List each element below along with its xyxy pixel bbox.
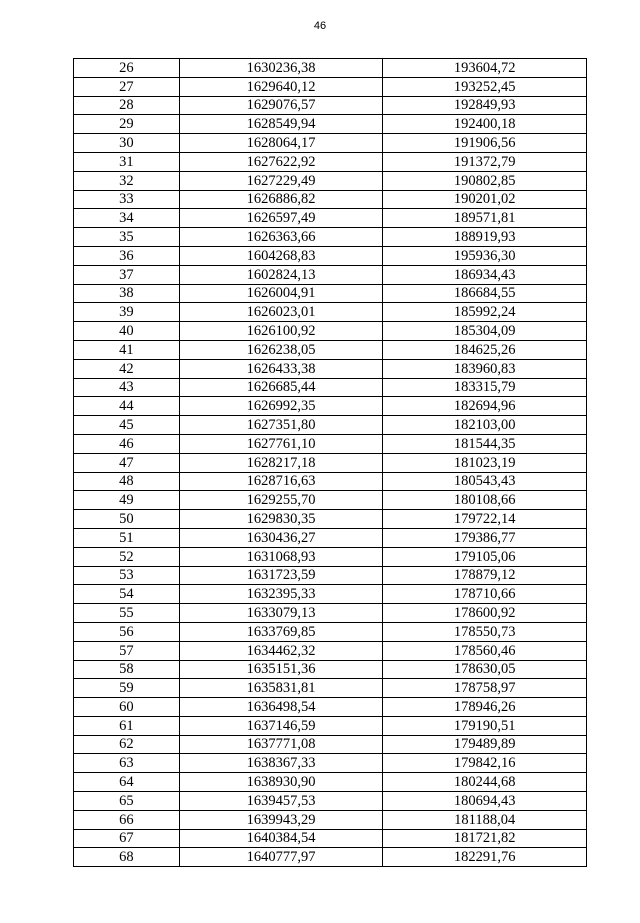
x-coordinate-cell: 1629076,57 [179,96,383,115]
x-coordinate-cell: 1602824,13 [179,265,383,284]
y-coordinate-cell: 179722,14 [383,510,587,529]
y-coordinate-cell: 178560,46 [383,641,587,660]
table-row [74,716,587,735]
x-coordinate-cell: 1626992,35 [179,397,383,416]
point-number-cell: 38 [74,284,180,303]
point-number-cell: 34 [74,209,180,228]
table-row [74,547,587,566]
x-coordinate-cell: 1633079,13 [179,604,383,623]
y-coordinate-cell: 180108,66 [383,491,587,510]
table-row [74,378,587,397]
x-coordinate-cell: 1627229,49 [179,171,383,190]
x-coordinate-cell: 1631723,59 [179,566,383,585]
point-number-cell: 65 [74,792,180,811]
x-coordinate-cell: 1629830,35 [179,510,383,529]
table-row [74,115,587,134]
point-number-cell: 57 [74,641,180,660]
table-row [74,397,587,416]
table-row [74,303,587,322]
y-coordinate-cell: 178879,12 [383,566,587,585]
y-coordinate-cell: 181188,04 [383,810,587,829]
coordinates-table-body [74,59,587,867]
y-coordinate-cell: 188919,93 [383,228,587,247]
y-coordinate-cell: 186684,55 [383,284,587,303]
y-coordinate-cell: 179190,51 [383,716,587,735]
point-number-cell: 26 [74,59,180,78]
y-coordinate-cell: 192400,18 [383,115,587,134]
y-coordinate-cell: 183960,83 [383,359,587,378]
table-row [74,359,587,378]
table-row [74,434,587,453]
table-row [74,660,587,679]
table-row [74,585,587,604]
y-coordinate-cell: 193252,45 [383,77,587,96]
table-row [74,77,587,96]
table-row [74,96,587,115]
y-coordinate-cell: 186934,43 [383,265,587,284]
table-row [74,171,587,190]
x-coordinate-cell: 1627622,92 [179,152,383,171]
point-number-cell: 42 [74,359,180,378]
x-coordinate-cell: 1627761,10 [179,434,383,453]
point-number-cell: 59 [74,679,180,698]
coordinates-table [73,58,587,867]
table-row [74,829,587,848]
table-row [74,228,587,247]
x-coordinate-cell: 1636498,54 [179,698,383,717]
table-row [74,641,587,660]
point-number-cell: 31 [74,152,180,171]
y-coordinate-cell: 191372,79 [383,152,587,171]
table-row [74,735,587,754]
y-coordinate-cell: 180543,43 [383,472,587,491]
point-number-cell: 60 [74,698,180,717]
x-coordinate-cell: 1626886,82 [179,190,383,209]
x-coordinate-cell: 1639943,29 [179,810,383,829]
table-row [74,566,587,585]
y-coordinate-cell: 195936,30 [383,246,587,265]
point-number-cell: 64 [74,773,180,792]
x-coordinate-cell: 1628064,17 [179,134,383,153]
y-coordinate-cell: 181721,82 [383,829,587,848]
point-number-cell: 62 [74,735,180,754]
y-coordinate-cell: 179842,16 [383,754,587,773]
point-number-cell: 63 [74,754,180,773]
point-number-cell: 52 [74,547,180,566]
x-coordinate-cell: 1626433,38 [179,359,383,378]
table-row [74,59,587,78]
x-coordinate-cell: 1632395,33 [179,585,383,604]
point-number-cell: 48 [74,472,180,491]
x-coordinate-cell: 1634462,32 [179,641,383,660]
y-coordinate-cell: 192849,93 [383,96,587,115]
point-number-cell: 56 [74,622,180,641]
x-coordinate-cell: 1635831,81 [179,679,383,698]
y-coordinate-cell: 179489,89 [383,735,587,754]
point-number-cell: 37 [74,265,180,284]
y-coordinate-cell: 184625,26 [383,340,587,359]
x-coordinate-cell: 1629640,12 [179,77,383,96]
x-coordinate-cell: 1628217,18 [179,453,383,472]
point-number-cell: 40 [74,322,180,341]
table-row [74,528,587,547]
y-coordinate-cell: 193604,72 [383,59,587,78]
y-coordinate-cell: 178630,05 [383,660,587,679]
x-coordinate-cell: 1630436,27 [179,528,383,547]
x-coordinate-cell: 1626363,66 [179,228,383,247]
y-coordinate-cell: 179386,77 [383,528,587,547]
x-coordinate-cell: 1628716,63 [179,472,383,491]
point-number-cell: 46 [74,434,180,453]
x-coordinate-cell: 1626004,91 [179,284,383,303]
point-number-cell: 33 [74,190,180,209]
table-row [74,209,587,228]
y-coordinate-cell: 180244,68 [383,773,587,792]
table-row [74,265,587,284]
table-row [74,810,587,829]
point-number-cell: 68 [74,848,180,867]
y-coordinate-cell: 181544,35 [383,434,587,453]
table-row [74,134,587,153]
table-row [74,792,587,811]
table-row [74,773,587,792]
x-coordinate-cell: 1640777,97 [179,848,383,867]
point-number-cell: 53 [74,566,180,585]
x-coordinate-cell: 1626685,44 [179,378,383,397]
point-number-cell: 45 [74,416,180,435]
point-number-cell: 35 [74,228,180,247]
page-number: 46 [313,20,327,32]
table-row [74,152,587,171]
x-coordinate-cell: 1640384,54 [179,829,383,848]
point-number-cell: 51 [74,528,180,547]
x-coordinate-cell: 1626023,01 [179,303,383,322]
y-coordinate-cell: 178550,73 [383,622,587,641]
x-coordinate-cell: 1638930,90 [179,773,383,792]
x-coordinate-cell: 1637146,59 [179,716,383,735]
point-number-cell: 55 [74,604,180,623]
table-row [74,322,587,341]
y-coordinate-cell: 182694,96 [383,397,587,416]
point-number-cell: 67 [74,829,180,848]
y-coordinate-cell: 180694,43 [383,792,587,811]
x-coordinate-cell: 1637771,08 [179,735,383,754]
point-number-cell: 27 [74,77,180,96]
y-coordinate-cell: 183315,79 [383,378,587,397]
y-coordinate-cell: 189571,81 [383,209,587,228]
point-number-cell: 44 [74,397,180,416]
point-number-cell: 54 [74,585,180,604]
point-number-cell: 47 [74,453,180,472]
y-coordinate-cell: 179105,06 [383,547,587,566]
table-row [74,340,587,359]
y-coordinate-cell: 181023,19 [383,453,587,472]
table-row [74,491,587,510]
table-row [74,246,587,265]
y-coordinate-cell: 178600,92 [383,604,587,623]
point-number-cell: 36 [74,246,180,265]
y-coordinate-cell: 178710,66 [383,585,587,604]
table-row [74,848,587,867]
point-number-cell: 50 [74,510,180,529]
table-row [74,622,587,641]
x-coordinate-cell: 1626100,92 [179,322,383,341]
x-coordinate-cell: 1631068,93 [179,547,383,566]
x-coordinate-cell: 1627351,80 [179,416,383,435]
table-row [74,754,587,773]
table-row [74,453,587,472]
point-number-cell: 61 [74,716,180,735]
point-number-cell: 66 [74,810,180,829]
point-number-cell: 49 [74,491,180,510]
table-row [74,679,587,698]
table-row [74,472,587,491]
x-coordinate-cell: 1630236,38 [179,59,383,78]
x-coordinate-cell: 1638367,33 [179,754,383,773]
x-coordinate-cell: 1635151,36 [179,660,383,679]
point-number-cell: 28 [74,96,180,115]
y-coordinate-cell: 185992,24 [383,303,587,322]
point-number-cell: 30 [74,134,180,153]
x-coordinate-cell: 1633769,85 [179,622,383,641]
x-coordinate-cell: 1629255,70 [179,491,383,510]
y-coordinate-cell: 178946,26 [383,698,587,717]
x-coordinate-cell: 1626238,05 [179,340,383,359]
y-coordinate-cell: 191906,56 [383,134,587,153]
x-coordinate-cell: 1604268,83 [179,246,383,265]
x-coordinate-cell: 1626597,49 [179,209,383,228]
y-coordinate-cell: 182103,00 [383,416,587,435]
table-row [74,190,587,209]
x-coordinate-cell: 1628549,94 [179,115,383,134]
point-number-cell: 43 [74,378,180,397]
table-row [74,604,587,623]
y-coordinate-cell: 182291,76 [383,848,587,867]
table-row [74,510,587,529]
point-number-cell: 32 [74,171,180,190]
y-coordinate-cell: 178758,97 [383,679,587,698]
x-coordinate-cell: 1639457,53 [179,792,383,811]
table-row [74,698,587,717]
point-number-cell: 29 [74,115,180,134]
y-coordinate-cell: 190802,85 [383,171,587,190]
point-number-cell: 58 [74,660,180,679]
y-coordinate-cell: 185304,09 [383,322,587,341]
table-row [74,284,587,303]
y-coordinate-cell: 190201,02 [383,190,587,209]
table-row [74,416,587,435]
point-number-cell: 39 [74,303,180,322]
point-number-cell: 41 [74,340,180,359]
